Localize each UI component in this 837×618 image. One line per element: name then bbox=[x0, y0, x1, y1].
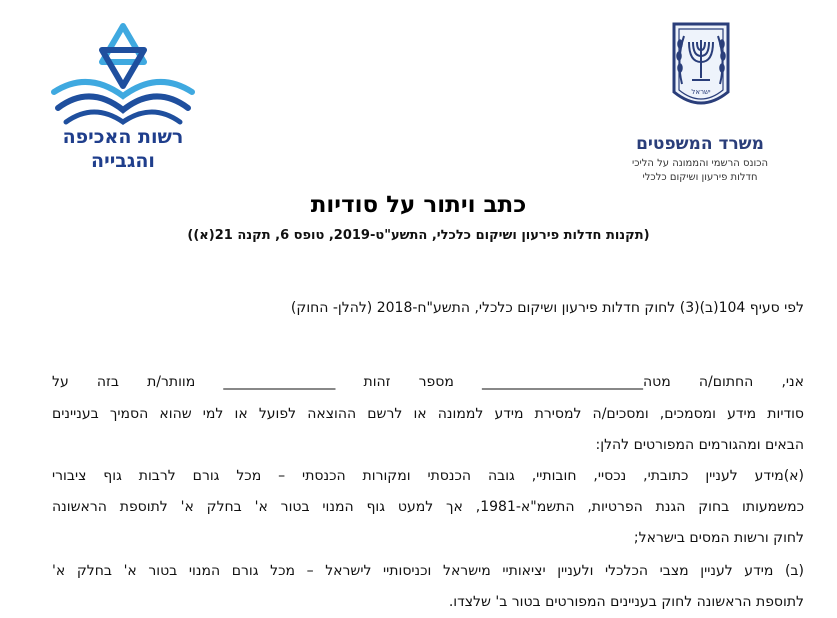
declaration-line-2: סודיות מידע ומסמכים, ומסכים/ה למסירת מידע לממונה או לרשם ההוצאה לפועל או למי שהוא הסמיך בעניינים bbox=[52, 406, 804, 422]
declaration-line-1: אני, החתום/ה מטה_______________________ מספר זהות ________________ מוותר/ת בזה על bbox=[52, 374, 804, 390]
ministry-of-justice-logo bbox=[620, 22, 780, 183]
clause-a-line-2: כמשמעותו בחוק הגנת הפרטיות, התשמ"א-1981, אך למעט גוף המנוי בטור א' בחלק א' לתוספת הראשונה bbox=[52, 499, 804, 515]
star-of-david-icon bbox=[48, 22, 198, 126]
state-emblem-icon bbox=[670, 22, 732, 114]
declaration-line-3: הבאים ומהגורמים המפורטים להלן: bbox=[595, 437, 804, 453]
ministry-subtitle-2: חדלות פירעון ושיקום כלכלי bbox=[642, 172, 758, 183]
authority-name-line2: והגבייה bbox=[91, 150, 155, 172]
clause-a-line-1: (א)מידע לעניין כתובתי, נכסיי, חובותיי, גובה הכנסתי ומקורות הכנסתי – מכל גורם לרבות גוף ציבורי bbox=[52, 468, 804, 484]
document-title: כתב ויתור על סודיות bbox=[310, 192, 527, 218]
clause-a-line-3: לחוק ורשות המסים בישראל; bbox=[633, 530, 804, 546]
emblem-caption: ישראל bbox=[691, 88, 711, 96]
clause-b-line-2: לתוספת הראשונה לחוק בעניינים המפורטים בטור ב' שלצדו. bbox=[448, 594, 804, 610]
authority-name-line1: רשות האכיפה bbox=[62, 126, 184, 148]
ministry-subtitle-1: הכונס הרשמי והממונה על הליכי bbox=[631, 158, 769, 169]
document-subtitle: (תקנות חדלות פירעון ושיקום כלכלי, התשע"ט-2019, טופס 6, תקנה 21(א)) bbox=[187, 228, 650, 243]
intro-text: לפי סעיף 104(ב)(3) לחוק חדלות פירעון ושיקום כלכלי, התשע"ח-2018 (להלן- החוק) bbox=[290, 300, 804, 316]
clause-b-line-1: (ב) מידע לעניין מצבי הכלכלי ולעניין יציאותיי מישראל וכניסותיי לישראל – מכל גורם המנוי בטור א' בחלק א' bbox=[52, 563, 804, 579]
ministry-name: משרד המשפטים bbox=[636, 134, 764, 154]
enforcement-authority-logo bbox=[48, 22, 208, 172]
